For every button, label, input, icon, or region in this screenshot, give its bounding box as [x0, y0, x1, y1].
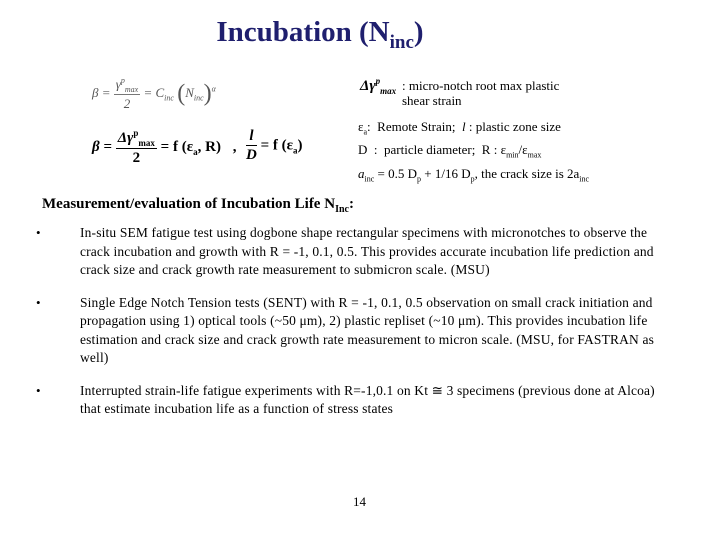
main-comma: ,	[232, 138, 237, 155]
bullet-text: Single Edge Notch Tension tests (SENT) with R = -1, 0.1, 0.5 observation on small crack initiation and propagation using 1) optical tools (~50 μm), 2) plastic repliset (~10 μm). This provides incubation life estimation and crack size and crack growth rate measurement to micron scale. (MSU, for FASTRAN as well)	[80, 294, 655, 365]
main-beta: β	[92, 138, 100, 155]
section-heading-sub: Inc	[335, 204, 349, 215]
crack-size-definition	[358, 166, 589, 184]
title-sub: inc	[389, 31, 414, 53]
note-strain-definitions	[358, 119, 561, 162]
page-number: 14	[353, 494, 366, 509]
bullet-list	[36, 224, 666, 433]
formula-denominator: 2	[123, 95, 131, 111]
formula-incubation-coefficient	[92, 76, 216, 112]
symbol-delta-gamma	[360, 76, 396, 96]
formula-beta: β	[92, 84, 99, 100]
ratio-rhs-sub: a	[293, 145, 298, 156]
main-gamma-sup: p	[133, 128, 139, 138]
main-rhs: = f (ε	[160, 138, 194, 155]
bullet-text: Interrupted strain-life fatigue experiments with R=-1,0.1 on Kt ≅ 3 specimens (previous done at Alcoa) that estimate incubation life as a function of stress states	[80, 382, 655, 416]
note-d-text: D : particle diameter; R : ε	[358, 141, 507, 157]
ainc-a: a	[358, 166, 365, 181]
note-l-sym: l	[462, 119, 466, 134]
bullet-text: In-situ SEM fatigue test using dogbone shape rectangular specimens with micronotches to observe the crack incubation and growth with R = -1, 0.1, 0.5. This provides accurate incubation life prediction and crack size and crack growth rate measurement to submicron scale. (MSU)	[80, 225, 654, 277]
note-d-line	[358, 142, 561, 163]
list-item	[36, 382, 666, 419]
formula-gamma: γ	[115, 76, 121, 92]
section-heading-text: Measurement/evaluation of Incubation Life N	[42, 196, 336, 212]
note-d-sub1: min	[506, 150, 519, 160]
list-item	[36, 224, 666, 280]
section-heading-colon: :	[348, 196, 354, 212]
slide-title	[0, 16, 640, 54]
ratio-denominator: D	[246, 147, 257, 163]
note-delta-gamma-desc	[402, 78, 559, 108]
formula-rhs: = C	[143, 84, 165, 100]
formula-n: N	[185, 84, 194, 100]
note-strain-desc: : Remote Strain;	[367, 119, 462, 134]
ainc-p2: p	[470, 174, 475, 184]
ainc-tail: , the crack size is 2a	[474, 166, 580, 181]
main-rhs-sub: a	[193, 146, 198, 157]
main-fraction	[116, 128, 157, 167]
ratio-numerator: l	[246, 128, 257, 146]
ratio-rhs: = f (ε	[260, 137, 294, 154]
formula-paren-open: (	[177, 80, 186, 107]
formula-gamma-sub: max	[124, 84, 139, 94]
main-eq: =	[103, 138, 112, 155]
note-symbol-sup: p	[375, 76, 381, 86]
formula-plastic-zone-ratio	[246, 128, 303, 164]
note-strain-sym: ε	[358, 119, 364, 134]
ainc-tail-sub: inc	[579, 174, 590, 184]
formula-gamma-sup: p	[120, 76, 125, 85]
note-l-desc: : plastic zone size	[465, 119, 561, 134]
note-d-sub2: max	[527, 150, 542, 160]
list-item	[36, 294, 666, 368]
formula-eq: =	[101, 84, 111, 100]
title-close: )	[413, 16, 424, 48]
title-main: Incubation (N	[216, 16, 390, 48]
ainc-a-sub: inc	[364, 174, 375, 184]
note-desc-line2: shear strain	[402, 93, 462, 108]
bullet-marker: •	[36, 225, 41, 240]
note-strain-line	[358, 119, 561, 140]
note-symbol-sub: max	[380, 86, 397, 96]
formula-paren-close: )	[203, 80, 212, 107]
ratio-rhs-end: )	[297, 137, 303, 154]
formula-c-sub: inc	[164, 93, 174, 103]
ratio-fraction	[246, 128, 257, 164]
bullet-marker: •	[36, 382, 41, 398]
note-d-mid: /ε	[518, 141, 528, 157]
section-heading	[42, 196, 354, 215]
ainc-eq: = 0.5 D	[374, 166, 418, 181]
formula-exponent: α	[211, 84, 216, 94]
main-gamma-sub: max	[138, 138, 155, 148]
ainc-plus: + 1/16 D	[421, 166, 471, 181]
main-delta-gamma: Δγ	[117, 130, 134, 146]
note-strain-sub: a	[363, 127, 368, 137]
note-desc-line1: : micro-notch root max plastic	[402, 78, 560, 93]
ainc-p1: p	[417, 174, 422, 184]
formula-fraction	[114, 76, 140, 112]
main-rhs-end: , R)	[197, 138, 221, 155]
formula-beta-main	[92, 128, 236, 167]
note-symbol: Δγ	[360, 78, 376, 94]
formula-n-sub: inc	[193, 93, 204, 103]
bullet-marker: •	[36, 294, 41, 310]
main-denominator: 2	[132, 150, 141, 166]
